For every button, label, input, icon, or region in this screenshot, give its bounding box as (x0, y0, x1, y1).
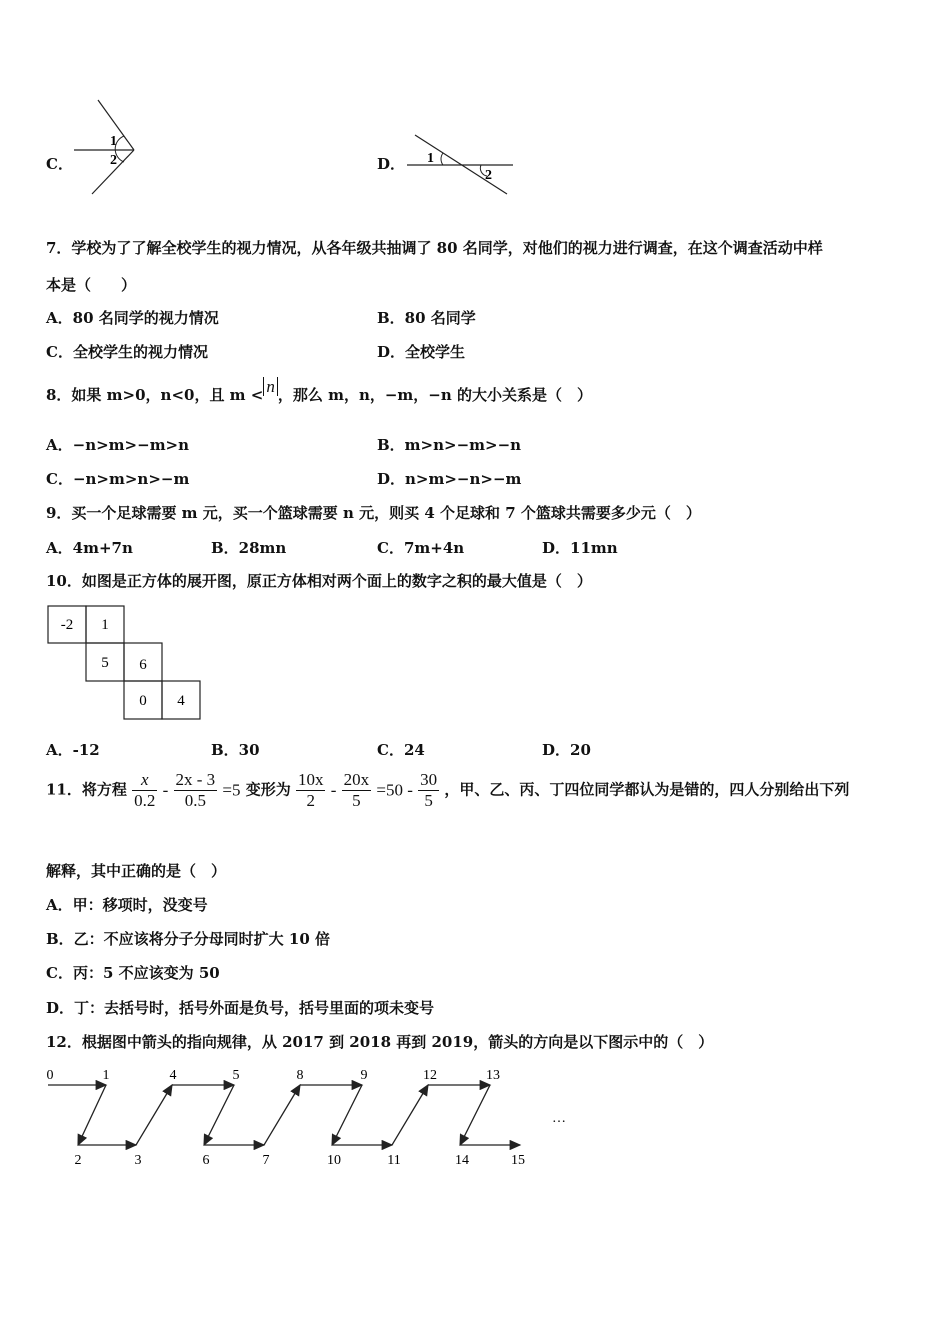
q11-eq1-frac2: $\frac{2x - 3}{0.5}$ (175, 770, 216, 810)
num-14: 14 (455, 1153, 469, 1168)
q7-option-b: B．80 名同学 (377, 309, 476, 327)
num-1: 1 (102, 1068, 110, 1083)
num-13: 13 (486, 1068, 500, 1083)
arrow-5-6 (204, 1085, 234, 1145)
num-7: 7 (262, 1153, 270, 1168)
net-cell-1: -2 (60, 617, 74, 633)
q11-option-c: C．丙：5 不应该变为 50 (46, 964, 220, 982)
q7-option-c: C．全校学生的视力情况 (46, 343, 208, 361)
q11-stem-line2: 解释，其中正确的是（ ） (46, 862, 227, 880)
net-cell-3: 5 (101, 655, 109, 671)
q9-option-a: A．4m+7n (46, 539, 133, 557)
num-11: 11 (387, 1153, 401, 1168)
q12-ellipsis: … (552, 1111, 566, 1126)
q7-stem-line1: 7．学校为了了解全校学生的视力情况，从各年级共抽调了 80 名同学，对他们的视力进行调查，在这个调查活动中样 (46, 239, 823, 257)
num-0: 0 (46, 1068, 54, 1083)
num-5: 5 (232, 1068, 240, 1083)
net-cell-6: 4 (177, 693, 185, 709)
net-cell-4: 6 (139, 657, 147, 673)
q11-eq2-op: - (330, 780, 337, 800)
num-12: 12 (423, 1068, 437, 1083)
q12-stem: 12．根据图中箭头的指向规律，从 2017 到 2018 再到 2019，箭头的方向是以下图示中的（ ） (46, 1033, 714, 1051)
num-15: 15 (511, 1153, 525, 1168)
num-3: 3 (134, 1153, 142, 1168)
q6-option-c-label: C． (46, 155, 73, 173)
q6-option-c-figure (70, 96, 145, 196)
q8-abs-n: n (263, 377, 278, 396)
q7-option-a: A．80 名同学的视力情况 (46, 309, 219, 327)
q8-stem-post: ，那么 m，n，−m，−n 的大小关系是（ ） (277, 386, 592, 404)
q8-option-c: C．−n>m>n>−m (46, 470, 190, 488)
q8-option-a: A．−n>m>−m>n (46, 436, 190, 454)
q10-stem: 10．如图是正方体的展开图，原正方体相对两个面上的数字之积的最大值是（ ） (46, 572, 592, 590)
q8-stem-pre: 8．如果 m>0，n<0，且 m < (46, 386, 264, 404)
num-4: 4 (169, 1068, 177, 1083)
q6c-angle-2: 2 (110, 153, 117, 168)
q7-option-d: D．全校学生 (377, 343, 466, 361)
q11-stem (46, 770, 849, 811)
q9-option-b: B．28mn (211, 539, 287, 557)
arrow-7-8 (264, 1085, 300, 1145)
num-8: 8 (296, 1068, 304, 1083)
num-2: 2 (74, 1153, 82, 1168)
q8-option-b: B．m>n>−m>−n (377, 436, 522, 454)
net-cell-5: 0 (139, 693, 147, 709)
net-cell-2: 1 (101, 617, 109, 633)
q11-eq1-frac1: $\frac{x}{0.2}$ (134, 770, 156, 810)
q11-option-a: A．甲：移项时，没变号 (46, 896, 208, 914)
q11-eq2-frac3: $\frac{30}{5}$ (420, 770, 438, 810)
q11-eq2-frac2: $\frac{20x}{5}$ (343, 770, 370, 810)
q11-eq1-rhs: =5 (222, 780, 241, 800)
arrow-13-14 (460, 1085, 490, 1145)
q10-option-a: A．-12 (46, 741, 100, 759)
q6-option-d-label: D． (377, 155, 406, 173)
q6d-angle-1: 1 (427, 151, 434, 166)
q10-option-c: C．24 (377, 741, 425, 759)
q6d-angle-2: 2 (485, 168, 492, 183)
q11-eq1-op: - (162, 780, 169, 800)
num-9: 9 (360, 1068, 368, 1083)
arrow-11-12 (392, 1085, 428, 1145)
q11-option-b: B．乙：不应该将分子分母同时扩大 10 倍 (46, 930, 330, 948)
q8-stem (46, 377, 592, 405)
arrow-9-10 (332, 1085, 362, 1145)
q11-prefix: 11．将方程 (46, 780, 127, 799)
q9-option-c: C．7m+4n (377, 539, 465, 557)
q10-cube-net (46, 604, 206, 722)
num-6: 6 (202, 1153, 210, 1168)
q9-stem: 9．买一个足球需要 m 元，买一个篮球需要 n 元，则买 4 个足球和 7 个篮球共需要多少元（ ） (46, 504, 701, 522)
q9-option-d: D．11mn (542, 539, 618, 557)
q11-eq2-eq: =50 - (376, 780, 413, 800)
q10-option-d: D．20 (542, 741, 591, 759)
q6d-angle-arc-1 (441, 153, 443, 165)
q11-mid: 变形为 (245, 780, 291, 799)
q12-arrow-pattern (40, 1062, 580, 1172)
arrow-3-4 (136, 1085, 172, 1145)
q10-option-b: B．30 (211, 741, 260, 759)
q6c-angle-1: 1 (110, 134, 117, 149)
q8-option-d: D．n>m>−n>−m (377, 470, 522, 488)
q6-option-d-figure (403, 128, 518, 200)
q11-option-d: D．丁：去括号时，括号外面是负号，括号里面的项未变号 (46, 999, 435, 1017)
arrow-1-2 (78, 1085, 106, 1145)
q11-suffix: ，甲、乙、丙、丁四位同学都认为是错的，四人分别给出下列 (444, 780, 850, 799)
q7-stem-line2: 本是（ ） (46, 276, 137, 294)
num-10: 10 (327, 1153, 341, 1168)
q11-eq2-frac1: $\frac{10x}{2}$ (297, 770, 324, 810)
